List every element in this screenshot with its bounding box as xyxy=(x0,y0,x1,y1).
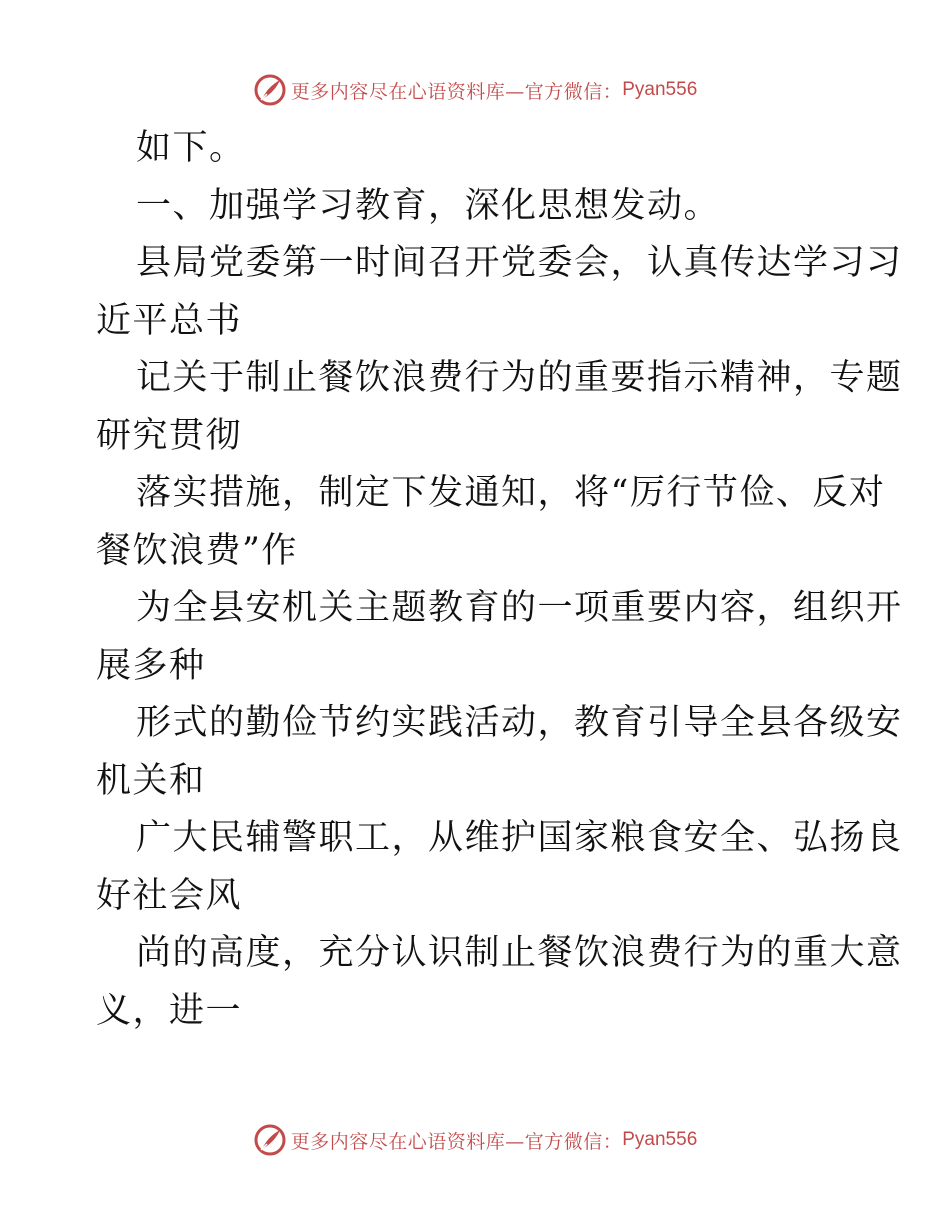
banner-wechat-id: Pyan556 xyxy=(622,79,698,100)
text-line: 如下。 xyxy=(136,128,246,168)
text-line: 餐饮浪费”作 xyxy=(96,530,298,571)
text-line: 尚的高度，充分认识制止餐饮浪费行为的重大意 xyxy=(136,933,903,973)
feather-pen-logo-icon xyxy=(253,1123,287,1157)
banner-text: 更多内容尽在心语资料库—官方微信： xyxy=(290,80,623,103)
text-line: 记关于制止餐饮浪费行为的重要指示精神，专题 xyxy=(136,358,903,398)
text-line: 为全县安机关主题教育的一项重要内容，组织开 xyxy=(136,588,903,628)
banner-text: 更多内容尽在心语资料库—官方微信： xyxy=(290,1130,623,1153)
banner-wechat-id: Pyan556 xyxy=(622,1129,698,1150)
text-line: 广大民辅警职工，从维护国家粮食安全、弘扬良 xyxy=(136,818,903,858)
feather-pen-logo-icon xyxy=(253,73,287,107)
header-watermark-banner xyxy=(0,70,950,110)
text-line: 展多种 xyxy=(96,645,206,686)
text-line: 一、加强学习教育，深化思想发动。 xyxy=(136,185,721,226)
text-line: 县局党委第一时间召开党委会，认真传达学习习 xyxy=(136,243,903,283)
text-line: 近平总书 xyxy=(96,300,243,341)
document-body xyxy=(96,120,903,1040)
text-line: 义，进一 xyxy=(96,990,243,1031)
footer-watermark-banner xyxy=(0,1120,950,1160)
text-line: 落实措施，制定下发通知，将“厉行节俭、反对 xyxy=(136,473,886,513)
text-line: 形式的勤俭节约实践活动，教育引导全县各级安 xyxy=(136,703,903,743)
text-line: 研究贯彻 xyxy=(96,415,243,456)
text-line: 好社会风 xyxy=(96,875,243,916)
text-line: 机关和 xyxy=(96,760,206,801)
